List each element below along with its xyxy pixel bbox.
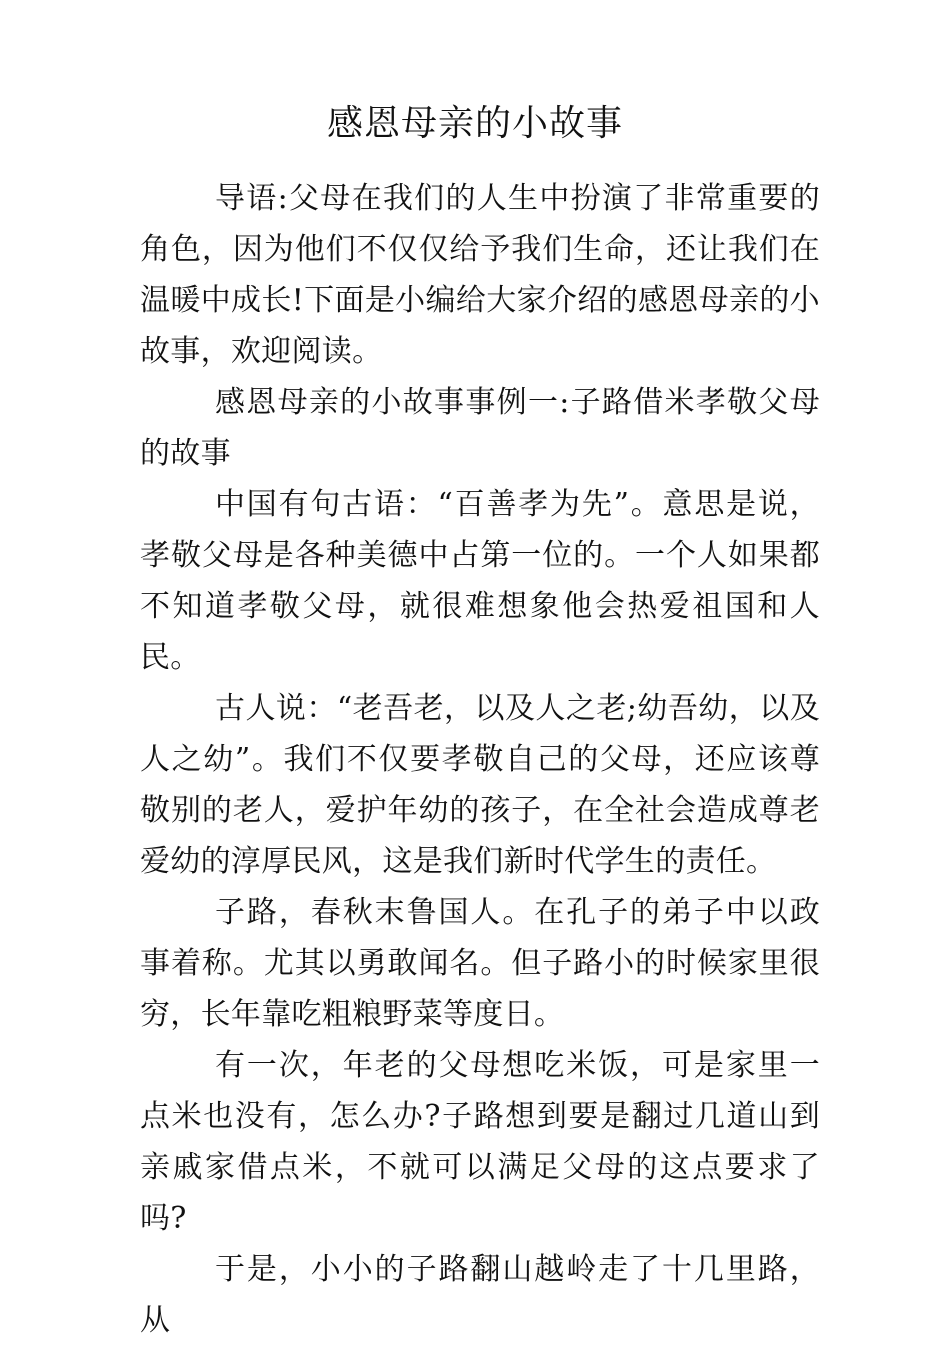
document-title: 感恩母亲的小故事 [326, 103, 623, 144]
paragraph-zilu-intro: 子路，春秋末鲁国人。在孔子的弟子中以政事着称。尤其以勇敢闻名。但子路小的时候家里很穷，长年靠吃粗粮野菜等度日。 [140, 895, 820, 1032]
paragraph-example-heading: 感恩母亲的小故事事例一:子路借米孝敬父母的故事 [140, 385, 820, 471]
document-body [140, 173, 820, 1346]
paragraph-journey: 于是，小小的子路翻山越岭走了十几里路，从 [140, 1252, 820, 1338]
paragraph-rice-request: 有一次，年老的父母想吃米饭，可是家里一点米也没有，怎么办?子路想到要是翻过几道山到亲戚家借点米，不就可以满足父母的这点要求了吗? [140, 1048, 820, 1236]
paragraph-intro: 导语:父母在我们的人生中扮演了非常重要的角色，因为他们不仅仅给予我们生命，还让我们在温暖中成长!下面是小编给大家介绍的感恩母亲的小故事，欢迎阅读。 [140, 181, 820, 369]
paragraph-ancient-saying: 古人说：“老吾老，以及人之老;幼吾幼，以及人之幼”。我们不仅要孝敬自己的父母，还应该尊敬别的老人，爱护年幼的孩子，在全社会造成尊老爱幼的淳厚民风，这是我们新时代学生的责任。 [140, 691, 820, 879]
paragraph-proverb: 中国有句古语：“百善孝为先”。意思是说，孝敬父母是各种美德中占第一位的。一个人如果都不知道孝敬父母，就很难想象他会热爱祖国和人民。 [140, 487, 820, 675]
